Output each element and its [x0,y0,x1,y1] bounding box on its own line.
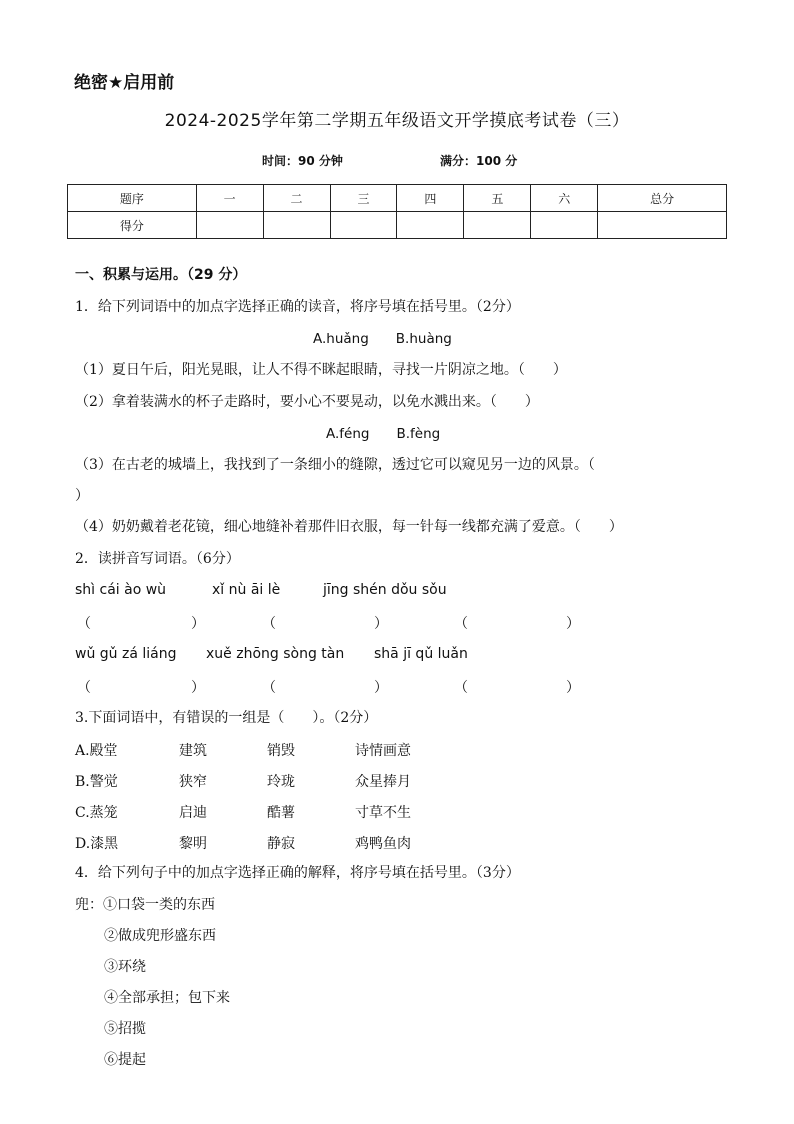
option-word: B.警觉 [75,774,118,790]
question-1-sentence-3-close: ） [75,488,89,504]
definition-lead: 兜：①口袋一类的东西 [75,897,215,913]
exam-time: 时间：90 分钟 [262,154,343,168]
question-3-stem: 3.下面词语中，有错误的一组是（ ）。（2分） [75,710,378,726]
option-word: 启迪 [179,805,207,821]
option-word: 静寂 [267,836,295,852]
option-word: 鸡鸭鱼肉 [355,836,411,852]
option-word: 酷薯 [267,805,295,821]
table-cell: 总分 [598,185,727,212]
option-word: 狭窄 [179,774,207,790]
table-cell: 一 [196,185,263,212]
option-word: 玲珑 [267,774,295,790]
score-table [67,184,727,239]
answer-blank-close: ） [566,680,580,696]
answer-blank-open[interactable]: （ [262,680,276,696]
definition-item: ⑥提起 [104,1052,146,1068]
question-1-sentence-3: （3）在古老的城墙上，我找到了一条细小的缝隙，透过它可以窥见另一边的风景。（ [75,457,595,473]
definition-item: ⑤招揽 [104,1021,146,1037]
score-input-cell[interactable] [531,212,598,239]
pinyin-prompt: shì cái ào wù [75,582,167,598]
score-input-cell[interactable] [330,212,397,239]
confidential-label: 绝密★启用前 [74,73,175,93]
answer-blank-close: ） [374,616,388,632]
option-word: A.殿堂 [75,743,118,759]
option-word: 众星捧月 [355,774,411,790]
definition-item: ②做成兜形盛东西 [104,928,216,944]
score-input-cell[interactable] [464,212,531,239]
question-1-sentence-4: （4）奶奶戴着老花镜，细心地缝补着那件旧衣服，每一针每一线都充满了爱意。（ ） [75,519,623,535]
answer-blank-close: ） [191,616,205,632]
option-word: 建筑 [179,743,207,759]
definition-item: ④全部承担；包下来 [104,990,230,1006]
score-input-cell[interactable] [263,212,330,239]
pinyin-prompt: jīng shén dǒu sǒu [323,582,447,598]
answer-blank-open[interactable]: （ [454,616,468,632]
option-word: 销毁 [267,743,295,759]
answer-blank-close: ） [374,680,388,696]
answer-blank-open[interactable]: （ [77,680,91,696]
answer-blank-close: ） [191,680,205,696]
question-1-stem: 1．给下列词语中的加点字选择正确的读音，将序号填在括号里。（2分） [75,299,520,315]
exam-full-score: 满分：100 分 [440,154,518,168]
score-table-score-row [68,212,727,239]
score-input-cell[interactable] [196,212,263,239]
table-cell: 二 [263,185,330,212]
table-cell: 五 [464,185,531,212]
section-heading: 一、积累与运用。（29 分） [75,267,247,283]
question-1-options-b: A.féng B.fèng [326,426,441,442]
table-cell: 得分 [68,212,197,239]
answer-blank-close: ） [566,616,580,632]
pinyin-prompt: xuě zhōng sòng tàn [206,646,345,662]
pinyin-prompt: wǔ gǔ zá liáng [75,646,177,662]
question-1-sentence-1: （1）夏日午后，阳光晃眼，让人不得不眯起眼睛，寻找一片阴凉之地。（ ） [75,362,567,378]
table-cell: 三 [330,185,397,212]
pinyin-prompt: shā jī qǔ luǎn [374,646,468,662]
pinyin-prompt: xǐ nù āi lè [212,582,281,598]
table-cell: 六 [531,185,598,212]
question-4-stem: 4．给下列句子中的加点字选择正确的解释，将序号填在括号里。（3分） [75,865,520,881]
answer-blank-open[interactable]: （ [262,616,276,632]
option-word: C.蒸笼 [75,805,118,821]
option-word: 寸草不生 [355,805,411,821]
score-input-cell[interactable] [598,212,727,239]
answer-blank-open[interactable]: （ [454,680,468,696]
question-1-options-a: A.huǎng B.huàng [313,331,452,347]
score-input-cell[interactable] [397,212,464,239]
definition-item: ③环绕 [104,959,146,975]
exam-title: 2024-2025学年第二学期五年级语文开学摸底考试卷（三） [164,111,630,131]
table-cell: 题序 [68,185,197,212]
option-word: 诗情画意 [355,743,411,759]
table-cell: 四 [397,185,464,212]
question-1-sentence-2: （2）拿着装满水的杯子走路时，要小心不要晃动，以免水溅出来。（ ） [75,394,539,410]
option-word: 黎明 [179,836,207,852]
score-table-header-row [68,185,727,212]
question-2-stem: 2．读拼音写词语。（6分） [75,551,240,567]
option-word: D.漆黑 [75,836,119,852]
answer-blank-open[interactable]: （ [77,616,91,632]
